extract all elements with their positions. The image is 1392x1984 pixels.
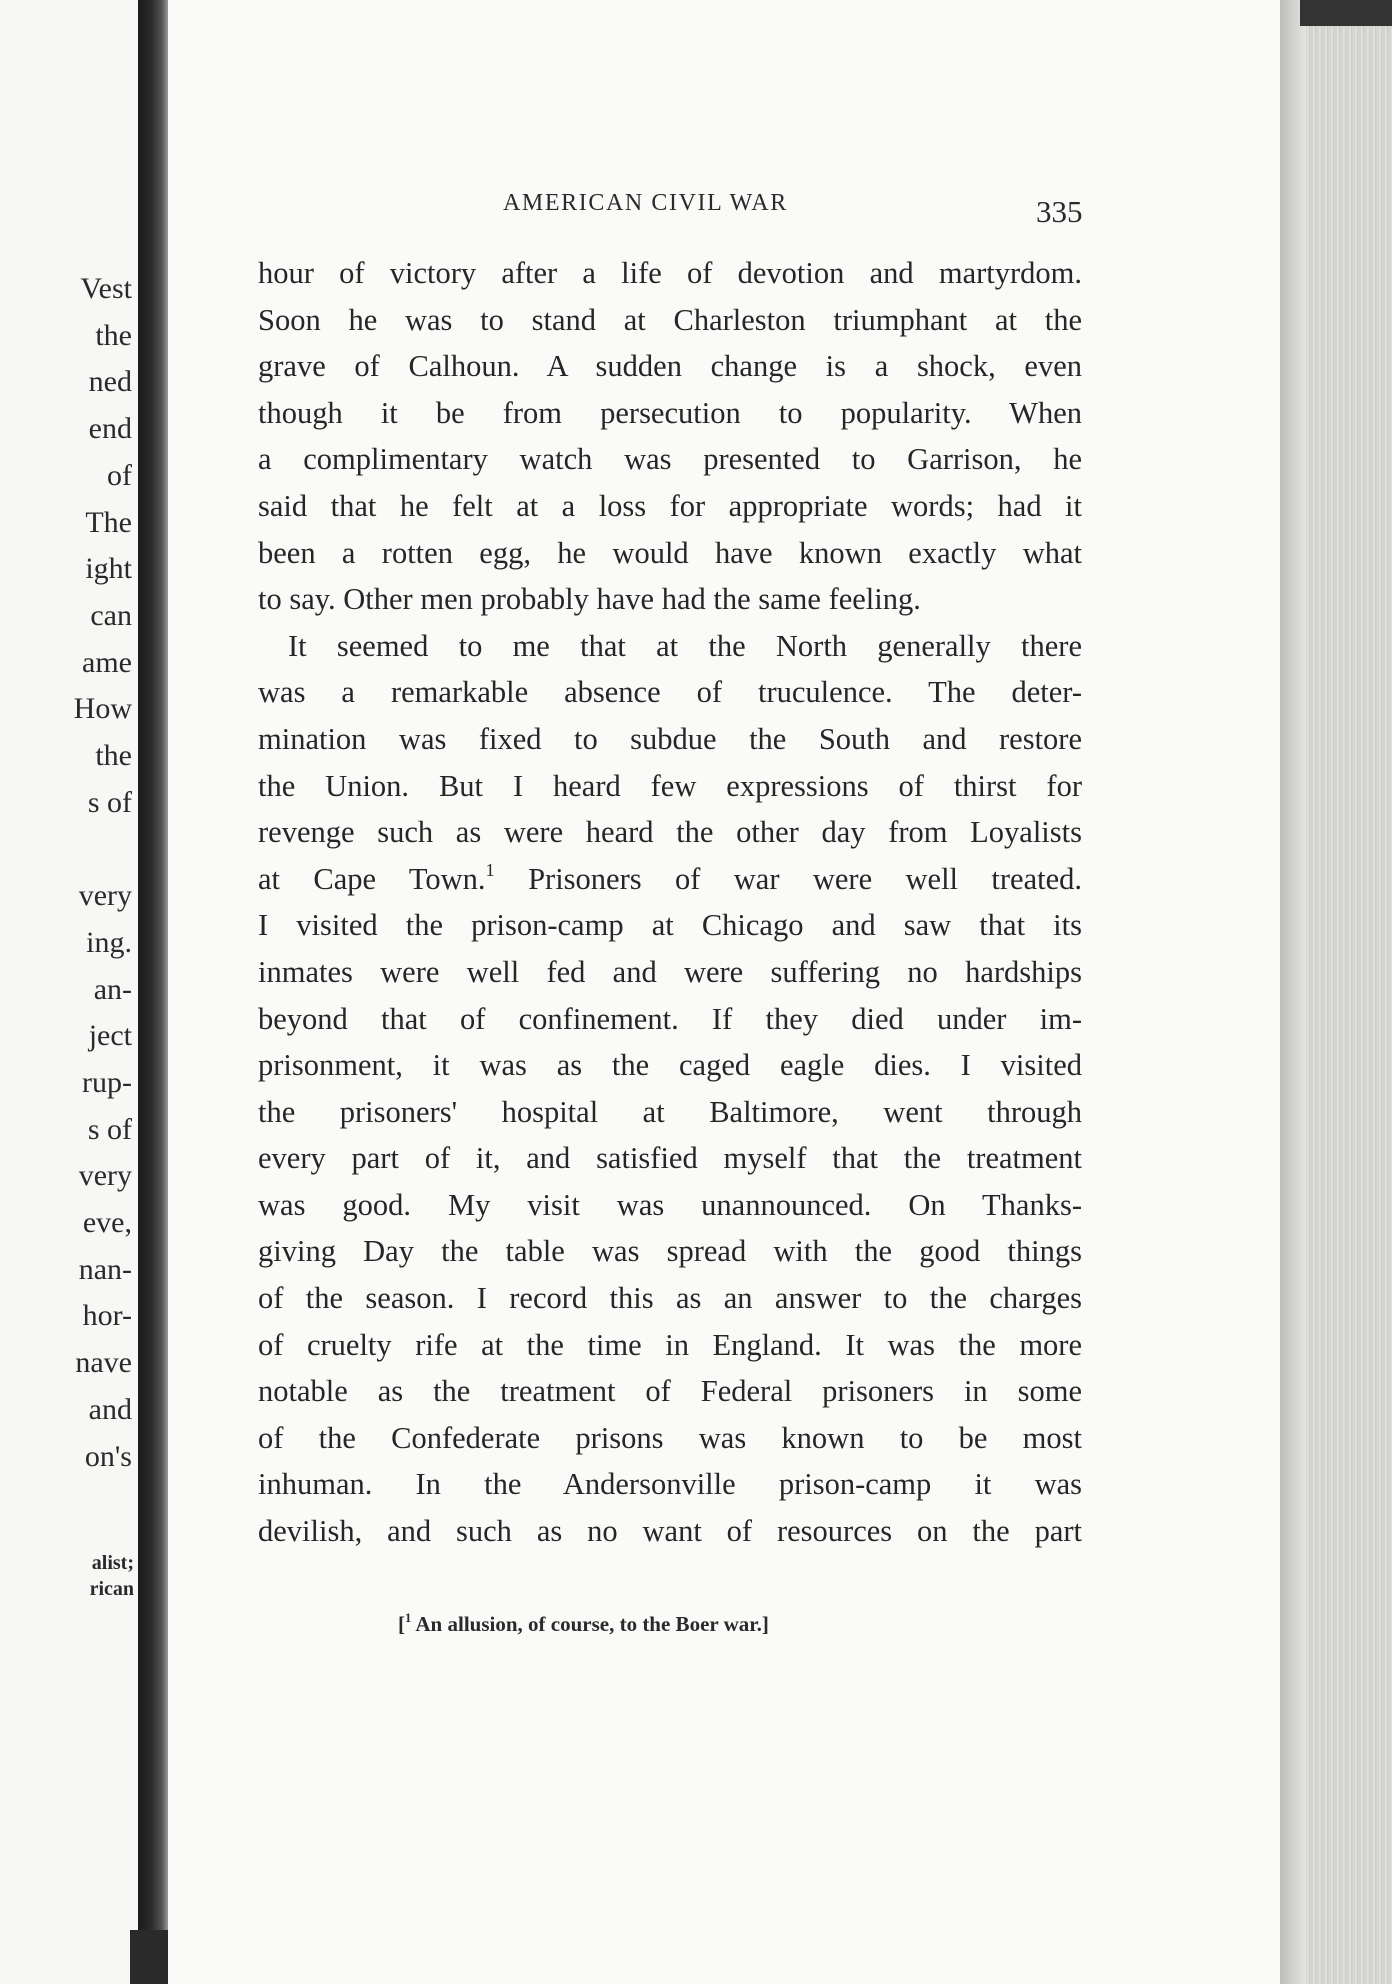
facing-page-fragment: can bbox=[90, 598, 132, 632]
body-line: said that he felt at a loss for appropriate words; had it bbox=[258, 488, 1082, 523]
body-line: beyond that of confinement. If they died under im- bbox=[258, 1001, 1082, 1036]
page-number: 335 bbox=[1036, 194, 1083, 229]
running-title: AMERICAN CIVIL WAR bbox=[503, 190, 788, 216]
facing-page-fragment: very bbox=[78, 1159, 132, 1193]
body-line: inmates were well fed and were suffering no hardships bbox=[258, 954, 1082, 989]
facing-page-fragment: ight bbox=[85, 552, 132, 586]
body-line: revenge such as were heard the other day from Loyalists bbox=[258, 815, 1082, 850]
page-edges-shade bbox=[1280, 0, 1306, 1984]
footnote-text: An allusion, of course, to the Boer war.] bbox=[411, 1612, 769, 1636]
body-line: to say. Other men probably have had the same feeling. bbox=[258, 582, 921, 617]
body-line: the prisoners' hospital at Baltimore, went through bbox=[258, 1094, 1082, 1129]
facing-page-note-fragment: alist; bbox=[91, 1552, 134, 1574]
facing-page-fragment: an- bbox=[93, 972, 132, 1006]
facing-page-fragment: ing. bbox=[86, 925, 132, 959]
facing-page-fragment: ned bbox=[88, 365, 132, 399]
facing-page-fragment: on's bbox=[84, 1439, 132, 1473]
facing-page-fragment: the bbox=[95, 739, 132, 772]
facing-page-fragment: Vest bbox=[80, 272, 132, 305]
facing-page-fragment: s of bbox=[87, 1112, 132, 1146]
footnote-reference: 1 bbox=[485, 859, 495, 880]
body-line: inhuman. In the Andersonville prison-camp it was bbox=[258, 1467, 1082, 1502]
body-line: every part of it, and satisfied myself that the treatment bbox=[258, 1141, 1082, 1176]
body-line: was good. My visit was unannounced. On Thanks- bbox=[258, 1187, 1082, 1222]
body-line-start: at Cape Town. bbox=[258, 861, 486, 896]
facing-page-fragment: ame bbox=[82, 645, 132, 679]
body-line: notable as the treatment of Federal prisoners in some bbox=[258, 1374, 1082, 1409]
body-line: a complimentary watch was presented to Garrison, he bbox=[258, 442, 1082, 477]
facing-page-fragment: nave bbox=[75, 1346, 132, 1380]
body-line: grave of Calhoun. A sudden change is a shock, even bbox=[258, 349, 1082, 384]
facing-page-fragment: rup- bbox=[82, 1065, 132, 1099]
facing-page-fragment: nan- bbox=[78, 1252, 132, 1286]
body-line: of the Confederate prisons was known to be most bbox=[258, 1420, 1082, 1455]
book-gutter bbox=[138, 0, 168, 1984]
body-line: I visited the prison-camp at Chicago and saw that its bbox=[258, 908, 1082, 943]
body-line: mination was fixed to subdue the South and restore bbox=[258, 721, 1082, 756]
body-line-end: Prisoners of war were well treated. bbox=[494, 861, 1082, 896]
body-line: It seemed to me that at the North generally there bbox=[288, 628, 1082, 663]
facing-page-fragment: ject bbox=[88, 1019, 132, 1053]
facing-page-fragment: very bbox=[78, 879, 132, 913]
body-line: was a remarkable absence of truculence. The deter- bbox=[258, 675, 1082, 710]
body-line: of cruelty rife at the time in England. It was the more bbox=[258, 1327, 1082, 1362]
body-line: hour of victory after a life of devotion and martyrdom. bbox=[258, 256, 1082, 290]
facing-page-fragment: of bbox=[107, 458, 132, 492]
body-line bbox=[258, 856, 1082, 903]
facing-page-fragment: hor- bbox=[82, 1299, 132, 1333]
facing-page-fragment: the bbox=[95, 318, 132, 352]
footnote bbox=[398, 1612, 769, 1637]
body-line: prisonment, it was as the caged eagle dies. I visited bbox=[258, 1048, 1082, 1083]
facing-page-fragment: How bbox=[73, 692, 132, 726]
body-line: of the season. I record this as an answer to the charges bbox=[258, 1281, 1082, 1316]
facing-page-fragment: and bbox=[88, 1392, 132, 1426]
facing-page-fragment: The bbox=[85, 505, 132, 539]
body-line: giving Day the table was spread with the good things bbox=[258, 1234, 1082, 1269]
page-edges-top bbox=[1300, 0, 1392, 26]
body-line: been a rotten egg, he would have known exactly what bbox=[258, 535, 1082, 570]
body-line: the Union. But I heard few expressions of thirst for bbox=[258, 768, 1082, 803]
body-line: though it be from persecution to popularity. When bbox=[258, 395, 1082, 430]
footnote-marker: 1 bbox=[405, 1611, 412, 1626]
footnote-bracket: [ bbox=[398, 1612, 405, 1636]
body-text bbox=[258, 250, 1082, 1555]
facing-page-fragment: end bbox=[88, 412, 132, 446]
body-line: devilish, and such as no want of resources on the part bbox=[258, 1514, 1082, 1549]
facing-page bbox=[0, 0, 138, 1984]
body-line: Soon he was to stand at Charleston triumphant at the bbox=[258, 302, 1082, 337]
facing-page-fragment: s of bbox=[87, 785, 132, 819]
facing-page-fragment: eve, bbox=[82, 1206, 132, 1239]
facing-page-note-fragment: rican bbox=[89, 1578, 134, 1600]
